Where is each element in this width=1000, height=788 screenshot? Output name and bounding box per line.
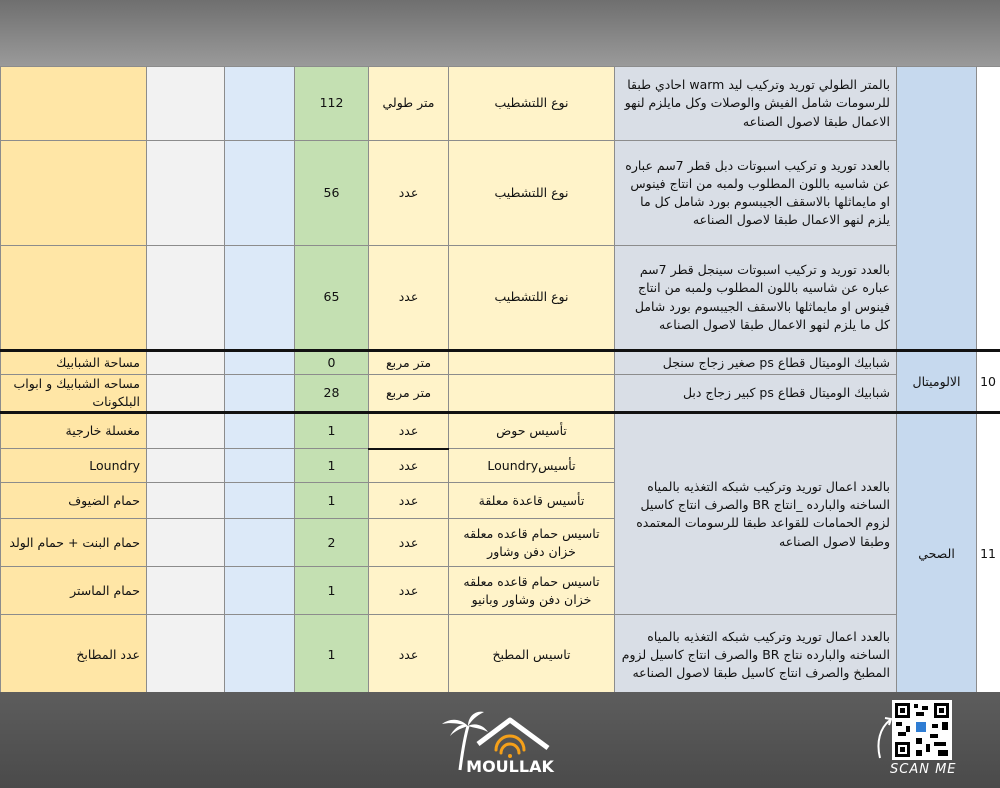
row-number: 10: [977, 351, 1000, 413]
quantity-cell: 1: [295, 615, 369, 695]
description-cell: شبابيك الوميتال قطاع ps كبير زجاج دبل: [615, 375, 897, 413]
note-cell: حمام البنت + حمام الولد: [1, 519, 147, 567]
note-cell: Loundry: [1, 449, 147, 483]
category-cell: [897, 67, 977, 351]
type-cell: [449, 375, 615, 413]
unit-cell: عدد: [369, 141, 449, 246]
unit-cell: متر مربع: [369, 375, 449, 413]
table-row: [1, 67, 1000, 141]
unit-cell: عدد: [369, 615, 449, 695]
type-cell: تأسيس قاعدة معلقة: [449, 483, 615, 519]
row-number: 11: [977, 413, 1000, 695]
wifi-icon: [496, 736, 524, 758]
table-row: [1, 141, 1000, 246]
unit-cell: عدد: [369, 567, 449, 615]
blank-cell: [147, 141, 225, 246]
note-cell: مساحه الشبابيك و ابواب البلكونات: [1, 375, 147, 413]
description-cell: بالمتر الطولي توريد وتركيب ليد warm احادي طبقا للرسومات شامل الفيش والوصلات وكل مايلزم لنهو الاعمال طبقا لاصول الصناعه: [615, 67, 897, 141]
note-cell: [1, 141, 147, 246]
blank-cell: [225, 141, 295, 246]
quantity-cell: 1: [295, 567, 369, 615]
description-cell: بالعدد توريد و تركيب اسبوتات دبل قطر 7سم عباره عن شاسيه باللون المطلوب ولمبه من انتاج فينوس او مايماثلها بالاسقف الجيبسوم بورد شامل كل ما يلزم لنهو الاعمال طبقا لاصول الصناعه: [615, 141, 897, 246]
blank-cell: [225, 413, 295, 449]
blank-cell: [147, 519, 225, 567]
row-number: [977, 67, 1000, 351]
note-cell: [1, 246, 147, 351]
unit-cell: عدد: [369, 449, 449, 483]
quantity-cell: 1: [295, 483, 369, 519]
type-cell: نوع اللتشطيب: [449, 246, 615, 351]
blank-cell: [225, 519, 295, 567]
blank-cell: [225, 615, 295, 695]
unit-cell: عدد: [369, 519, 449, 567]
type-cell: نوع اللتشطيب: [449, 67, 615, 141]
blank-cell: [147, 615, 225, 695]
quantity-cell: 56: [295, 141, 369, 246]
blank-cell: [147, 483, 225, 519]
note-cell: مغسلة خارجية: [1, 413, 147, 449]
unit-cell: عدد: [369, 413, 449, 449]
category-cell: الالوميتال: [897, 351, 977, 413]
table-row: [1, 375, 1000, 413]
quantity-cell: 1: [295, 413, 369, 449]
description-cell: بالعدد اعمال توريد وتركيب شبكه التغذيه بالمياه الساخنه والبارده _انتاج BR والصرف انتاج كاسيل لزوم الحمامات للقواعد طبقا للرسومات المعتمده وطبقا لاصول الصناعه: [615, 413, 897, 615]
blank-cell: [225, 483, 295, 519]
note-cell: حمام الضيوف: [1, 483, 147, 519]
unit-cell: عدد: [369, 483, 449, 519]
unit-cell: متر طولي: [369, 67, 449, 141]
blank-cell: [225, 567, 295, 615]
blank-cell: [147, 413, 225, 449]
blank-cell: [225, 449, 295, 483]
header-bar: [0, 0, 1000, 66]
note-cell: [1, 67, 147, 141]
unit-cell: متر مربع: [369, 351, 449, 375]
note-cell: مساحة الشبابيك: [1, 351, 147, 375]
quantity-cell: 28: [295, 375, 369, 413]
brand-name: MOULLAK: [466, 757, 554, 776]
moullak-logo: [438, 710, 570, 776]
blank-cell: [225, 375, 295, 413]
blank-cell: [147, 375, 225, 413]
unit-cell: عدد: [369, 246, 449, 351]
category-cell: الصحي: [897, 413, 977, 695]
blank-cell: [225, 246, 295, 351]
table-row: [1, 615, 1000, 695]
description-cell: بالعدد اعمال توريد وتركيب شبكه التغذيه بالمياه الساخنه والبارده نتاج BR والصرف انتاج كاسيل لزوم المطبخ والصرف انتاج كاسيل طبقا لاصول الصناعه: [615, 615, 897, 695]
type-cell: نوع اللتشطيب: [449, 141, 615, 246]
blank-cell: [225, 351, 295, 375]
quantity-cell: 65: [295, 246, 369, 351]
type-cell: تأسيسLoundry: [449, 449, 615, 483]
blank-cell: [147, 567, 225, 615]
description-cell: بالعدد توريد و تركيب اسبوتات سينجل قطر 7سم عباره عن شاسيه باللون المطلوب ولمبه من انتاج فينوس او مايماثلها بالاسقف الجيبسوم بورد شامل كل ما يلزم لنهو الاعمال طبقا لاصول الصناعه: [615, 246, 897, 351]
blank-cell: [147, 449, 225, 483]
blank-cell: [147, 67, 225, 141]
type-cell: تاسيس حمام قاعده معلقه خزان دفن وشاور: [449, 519, 615, 567]
type-cell: تاسيس حمام قاعده معلقه خزان دفن وشاور وبانيو: [449, 567, 615, 615]
boq-table: [0, 66, 1000, 695]
table-row: [1, 413, 1000, 449]
note-cell: حمام الماستر: [1, 567, 147, 615]
quantity-cell: 112: [295, 67, 369, 141]
quantity-cell: 2: [295, 519, 369, 567]
quantity-cell: 0: [295, 351, 369, 375]
blank-cell: [147, 351, 225, 375]
table-row: [1, 351, 1000, 375]
scan-me-label: SCAN ME: [890, 762, 957, 777]
blank-cell: [225, 67, 295, 141]
blank-cell: [147, 246, 225, 351]
type-cell: تأسيس حوض: [449, 413, 615, 449]
quantity-cell: 1: [295, 449, 369, 483]
note-cell: عدد المطابخ: [1, 615, 147, 695]
table-row: [1, 246, 1000, 351]
description-cell: شبابيك الوميتال قطاع ps صغير زجاج سنجل: [615, 351, 897, 375]
type-cell: تاسيس المطبخ: [449, 615, 615, 695]
type-cell: [449, 351, 615, 375]
